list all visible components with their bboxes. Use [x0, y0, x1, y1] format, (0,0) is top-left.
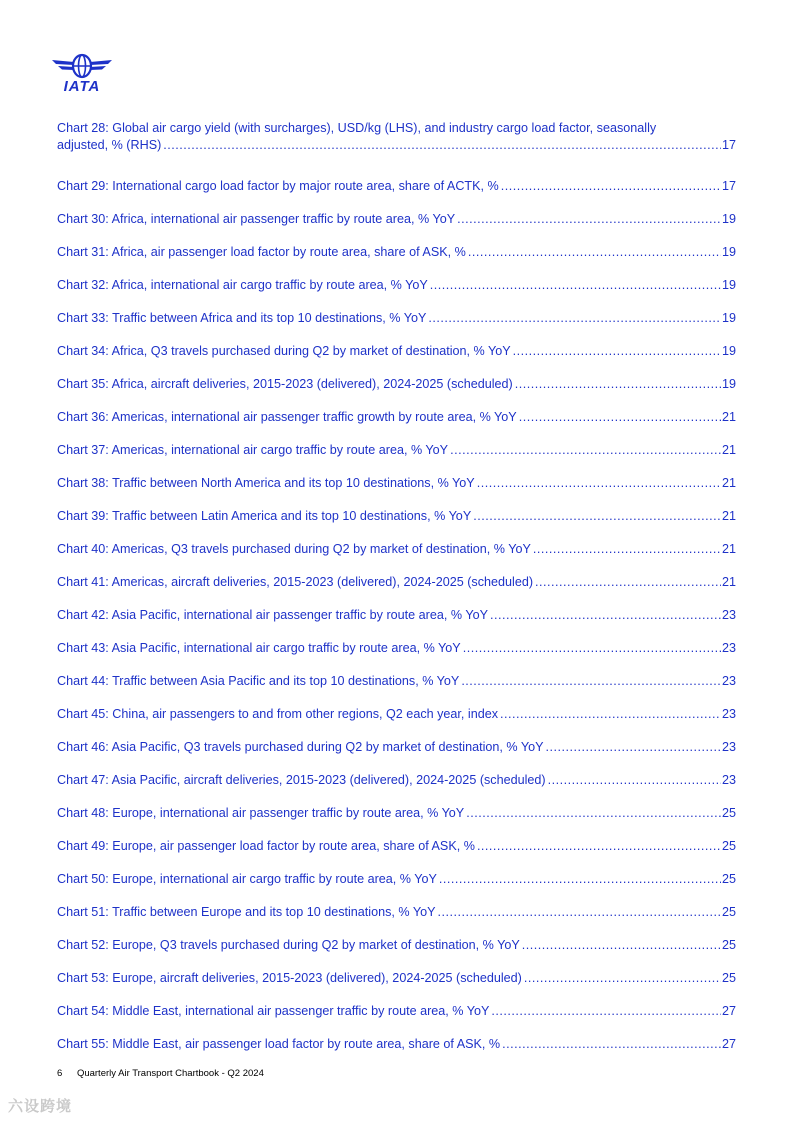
toc-entry[interactable]	[57, 624, 736, 657]
toc-entry-label: Chart 52: Europe, Q3 travels purchased during Q2 by market of destination, % YoY	[57, 938, 520, 952]
dot-leader	[477, 475, 721, 492]
watermark: 六设跨境	[8, 1098, 73, 1115]
toc-entry-label: Chart 31: Africa, air passenger load factor by route area, share of ASK, %	[57, 245, 466, 259]
toc-entry-page: 21	[721, 575, 736, 589]
dot-leader	[473, 508, 721, 525]
toc-entry-page: 27	[721, 1037, 736, 1051]
toc-entry[interactable]	[57, 756, 736, 789]
dot-leader	[163, 137, 721, 154]
toc-entry-label: Chart 28: Global air cargo yield (with surcharges), USD/kg (LHS), and industry cargo load factor, seasonally	[57, 121, 657, 135]
toc-entry-label: Chart 53: Europe, aircraft deliveries, 2015-2023 (delivered), 2024-2025 (scheduled)	[57, 971, 522, 985]
toc-entry-label: Chart 37: Americas, international air cargo traffic by route area, % YoY	[57, 443, 449, 457]
toc-entry[interactable]	[57, 558, 736, 591]
globe-wings-icon	[50, 52, 114, 80]
toc-entry-label: Chart 48: Europe, international air passenger traffic by route area, % YoY	[57, 806, 465, 820]
toc-entry[interactable]	[57, 492, 736, 525]
toc-entry-label: Chart 40: Americas, Q3 travels purchased during Q2 by market of destination, % YoY	[57, 542, 531, 556]
toc-entry-page: 23	[721, 707, 736, 721]
iata-logo	[50, 52, 114, 94]
toc-entry-page: 19	[721, 377, 736, 391]
dot-leader	[500, 706, 721, 723]
logo-text: IATA	[63, 78, 101, 95]
dot-leader	[515, 376, 721, 393]
toc-entry-label: Chart 55: Middle East, air passenger load factor by route area, share of ASK, %	[57, 1037, 501, 1051]
dot-leader	[463, 640, 721, 657]
toc-entry-page: 21	[721, 509, 736, 523]
toc-entry-label: Chart 50: Europe, international air cargo traffic by route area, % YoY	[57, 872, 437, 886]
toc-entry[interactable]	[57, 459, 736, 492]
toc-entry[interactable]	[57, 690, 736, 723]
toc-entry-page: 25	[721, 872, 736, 886]
toc-entry[interactable]	[57, 162, 736, 195]
toc-entry-page: 21	[721, 476, 736, 490]
toc-entry[interactable]	[57, 591, 736, 624]
toc-entry-label: Chart 35: Africa, aircraft deliveries, 2015-2023 (delivered), 2024-2025 (scheduled)	[57, 377, 513, 391]
dot-leader	[428, 310, 721, 327]
toc-entry-page: 25	[721, 905, 736, 919]
toc-entry[interactable]	[57, 888, 736, 921]
toc-entry[interactable]	[57, 294, 736, 327]
dot-leader	[535, 574, 721, 591]
toc-entry[interactable]	[57, 228, 736, 261]
dot-leader	[466, 805, 721, 822]
toc-entry-label: Chart 46: Asia Pacific, Q3 travels purchased during Q2 by market of destination, % YoY	[57, 740, 544, 754]
toc-entry-label: Chart 51: Traffic between Europe and its top 10 destinations, % YoY	[57, 905, 436, 919]
toc-entry-label: Chart 49: Europe, air passenger load factor by route area, share of ASK, %	[57, 839, 475, 853]
toc-entry[interactable]	[57, 921, 736, 954]
toc-entry[interactable]	[57, 987, 736, 1020]
toc-entry-page: 23	[721, 773, 736, 787]
dot-leader	[490, 607, 721, 624]
toc-entry-label: Chart 38: Traffic between North America and its top 10 destinations, % YoY	[57, 476, 475, 490]
dot-leader	[477, 838, 721, 855]
toc-entry-page: 25	[721, 938, 736, 952]
table-of-figures	[57, 120, 736, 1053]
toc-entry-page: 21	[721, 443, 736, 457]
toc-entry-page: 17	[721, 138, 736, 152]
dot-leader	[438, 904, 721, 921]
toc-list	[57, 162, 736, 1053]
toc-entry[interactable]	[57, 525, 736, 558]
toc-entry-label: Chart 41: Americas, aircraft deliveries, 2015-2023 (delivered), 2024-2025 (scheduled)	[57, 575, 534, 589]
toc-entry-label: Chart 43: Asia Pacific, international air cargo traffic by route area, % YoY	[57, 641, 461, 655]
toc-entry-label-cont: adjusted, % (RHS)	[57, 138, 162, 152]
toc-entry-page: 25	[721, 971, 736, 985]
toc-entry[interactable]	[57, 195, 736, 228]
toc-entry-label: Chart 54: Middle East, international air passenger traffic by route area, % YoY	[57, 1004, 490, 1018]
toc-entry-page: 27	[721, 1004, 736, 1018]
dot-leader	[548, 772, 721, 789]
dot-leader	[513, 343, 721, 360]
dot-leader	[502, 1036, 721, 1053]
toc-entry-page: 23	[721, 674, 736, 688]
dot-leader	[519, 409, 721, 426]
toc-entry-label: Chart 29: International cargo load factor by major route area, share of ACTK, %	[57, 179, 499, 193]
footer-title: Quarterly Air Transport Chartbook - Q2 2024	[76, 1068, 264, 1079]
toc-entry[interactable]	[57, 261, 736, 294]
toc-entry-page: 25	[721, 806, 736, 820]
toc-entry[interactable]	[57, 789, 736, 822]
toc-entry-label: Chart 32: Africa, international air cargo traffic by route area, % YoY	[57, 278, 428, 292]
dot-leader	[457, 211, 721, 228]
toc-entry[interactable]	[57, 822, 736, 855]
toc-entry[interactable]	[57, 723, 736, 756]
toc-entry[interactable]	[57, 954, 736, 987]
footer-page-number: 6	[57, 1068, 63, 1079]
toc-entry[interactable]	[57, 393, 736, 426]
toc-entry-page: 19	[721, 311, 736, 325]
dot-leader	[533, 541, 721, 558]
toc-entry-page: 19	[721, 212, 736, 226]
toc-entry-label: Chart 36: Americas, international air passenger traffic growth by route area, % YoY	[57, 410, 517, 424]
toc-entry-label: Chart 39: Traffic between Latin America and its top 10 destinations, % YoY	[57, 509, 472, 523]
toc-entry-page: 21	[721, 410, 736, 424]
toc-entry-label: Chart 44: Traffic between Asia Pacific and its top 10 destinations, % YoY	[57, 674, 460, 688]
dot-leader	[461, 673, 721, 690]
toc-entry[interactable]	[57, 855, 736, 888]
toc-entry-page: 17	[721, 179, 736, 193]
dot-leader	[524, 970, 721, 987]
toc-entry-page: 21	[721, 542, 736, 556]
toc-entry-page: 23	[721, 740, 736, 754]
toc-entry-label: Chart 34: Africa, Q3 travels purchased during Q2 by market of destination, % YoY	[57, 344, 511, 358]
toc-entry-page: 25	[721, 839, 736, 853]
toc-entry-label: Chart 47: Asia Pacific, aircraft deliveries, 2015-2023 (delivered), 2024-2025 (scheduled)	[57, 773, 546, 787]
toc-entry[interactable]	[57, 1020, 736, 1053]
dot-leader	[430, 277, 721, 294]
toc-entry-page: 19	[721, 344, 736, 358]
dot-leader	[522, 937, 721, 954]
page-footer	[57, 1068, 264, 1079]
toc-entry-label: Chart 33: Traffic between Africa and its top 10 destinations, % YoY	[57, 311, 427, 325]
dot-leader	[450, 442, 721, 459]
toc-entry[interactable]	[57, 657, 736, 690]
toc-entry-page: 19	[721, 278, 736, 292]
dot-leader	[491, 1003, 721, 1020]
dot-leader	[546, 739, 721, 756]
dot-leader	[468, 244, 721, 261]
toc-entry-page: 19	[721, 245, 736, 259]
toc-entry-page: 23	[721, 641, 736, 655]
toc-entry[interactable]	[57, 426, 736, 459]
toc-entry-label: Chart 45: China, air passengers to and from other regions, Q2 each year, index	[57, 707, 499, 721]
toc-entry[interactable]	[57, 360, 736, 393]
toc-entry-page: 23	[721, 608, 736, 622]
toc-entry[interactable]	[57, 327, 736, 360]
toc-entry-label: Chart 30: Africa, international air passenger traffic by route area, % YoY	[57, 212, 456, 226]
toc-entry[interactable]	[57, 120, 736, 162]
dot-leader	[439, 871, 721, 888]
dot-leader	[501, 178, 721, 195]
toc-entry-label: Chart 42: Asia Pacific, international air passenger traffic by route area, % YoY	[57, 608, 488, 622]
